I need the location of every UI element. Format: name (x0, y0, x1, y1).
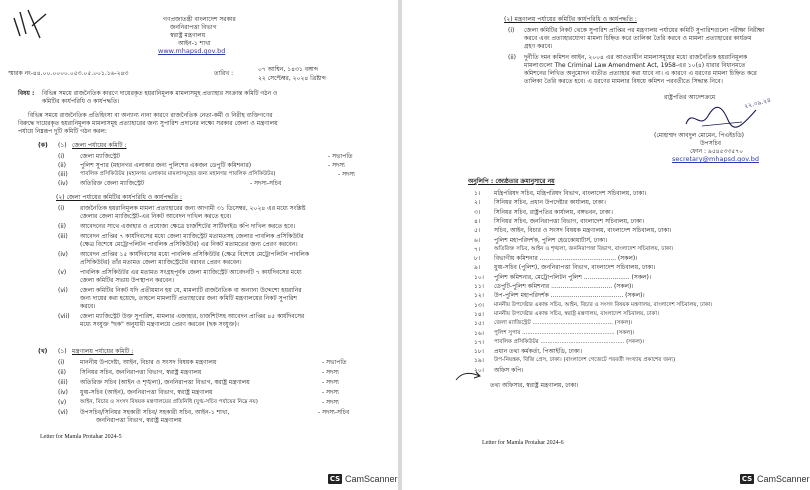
distribution-item-text: অফিস কপি। (494, 366, 524, 374)
camscanner-label: CamScanner (345, 474, 398, 484)
sec2-item-5-line-1: পাবলিক প্রসিকিউটর এর মতামত সংগ্রহপূর্বক জেলা ম্যাজিস্ট্রেট আবেদনটি ৭ কার্যদিবসের মধ্যে (80, 269, 302, 276)
right-item-2-line-1: দুর্নীতি দমন কমিশন আইন, ২০০৪ এর আওতাধীন মামলাসমূহের মধ্যে রাজনৈতিক হয়রানিমূলক (524, 54, 748, 61)
distribution-item-text: জেলা ম্যাজিস্ট্রেট .............................................. (সকল)। (494, 320, 633, 327)
right-item-2-line-2: মামলাগুলো The Criminal Law Amendment Act, 1958-এর ১০(৪) ধারার বিধানমতে (524, 62, 746, 69)
ministry-member-num-1: (i) (58, 359, 65, 366)
district-member-name-2: পুলিশ সুপার (মহানগর এলাকার জন্য পুলিশের একজন ডেপুটি কমিশনার) (80, 162, 252, 169)
sec2-item-num-3: (iii) (58, 233, 68, 240)
camscanner-label-right: CamScanner (757, 474, 810, 484)
ministry-member-num-5: (v) (58, 399, 67, 406)
right-item-1-line-3: গ্রহণ করবে। (524, 43, 553, 50)
district-member-role-3: - সদস্য (338, 171, 355, 178)
camscanner-logo-icon: CS (329, 475, 341, 483)
sec2-item-num-5: (v) (58, 269, 67, 276)
distribution-item-number: ৬। (474, 236, 481, 244)
right-item-num-1: (i) (508, 27, 515, 34)
right-item-1-line-2: করবে এবং প্রত্যাহারযোগ্য মামলা চিহ্নিত করে তালিকা তৈরি করবে ও মামলা প্রত্যাহারের কার্যক্রম (524, 35, 752, 42)
date-bangla: ০৭ আশ্বিন, ১৪৩১ বঙ্গাব্দ (258, 66, 319, 73)
sec2-item-5-line-2: জেলা কমিটির সভায় উপস্থাপন করবেন। (80, 277, 174, 284)
sec2-item-num-4: (iv) (58, 251, 68, 258)
header-branch: আইন-১ শাখা (178, 40, 211, 47)
sec2-item-7-line-2: মধ্যে সংযুক্ত "ছক" অনুযায়ী মন্ত্রণালয়ে প্রেরণ করবেন (ছক সংযুক্ত)। (80, 321, 239, 328)
sec2-item-6-line-3: করবে। (80, 303, 96, 310)
sec2-item-1-line-1: রাজনৈতিক হয়রানিমূলক মামলা প্রত্যাহারের জন্য আগামী ৩১ ডিসেম্বর, ২০২৪ এর মধ্যে সংশ্লিষ্ট (80, 205, 306, 212)
right-item-2-line-4: তালিকা তৈরি করতে হবে। এ ধরণের মামলার বিষয়ে কমিশন পরবর্তীতে সিদ্ধান্ত নিবে। (524, 78, 723, 85)
right-item-1-line-1: জেলা কমিটির নিকট থেকে সুপারিশ প্রাপ্তির পর মন্ত্রণালয় পর্যায়ের কমিটি সুপারিশগুলো পরীক্ষা নিরীক্ষা (524, 27, 765, 34)
ministry-member-role-4: - সদস্য (322, 389, 339, 396)
camscanner-logo-icon-right: CS (741, 475, 753, 483)
right-item-num-2: (ii) (508, 54, 517, 61)
sec2-item-3-line-2: (ক্ষেত্র বিশেষে মেট্রোপলিটন পাবলিক প্রসিকিউটর) এর নিকট মতামতের জন্য প্রেরণ করবেন। (80, 241, 298, 248)
ministry-member-name-4: যুগ্ম-সচিব (আইন), জননিরাপত্তা বিভাগ, স্বরাষ্ট্র মন্ত্রণালয় (80, 389, 213, 396)
district-member-num-3: (iii) (58, 171, 68, 178)
section-b-number: (খ) (38, 348, 48, 355)
distribution-item-text: ডেপুটি-পুলিশ কমিশনার ................................ (সকল)। (494, 283, 634, 290)
distribution-item-text: উপ-নিয়ন্ত্রক, বিজি প্রেস, ঢাকা। (বাংলাদেশ গেজেটে পরবর্তী সংখ্যায় প্রকাশের জন্য) (494, 357, 676, 364)
intro-line-1: বিভিন্ন সময়ে রাজনৈতিক প্রতিহিংসা বা অন্যান্য নানা কারণে রাজনৈতিক নেতা-কর্মী ও নিরীহ ব্যক্তিগণের (28, 112, 273, 119)
ministry-member-name-1: মাননীয় উপদেষ্টা, আইন, বিচার ও সংসদ বিষয়ক মন্ত্রণালয় (80, 359, 217, 366)
distribution-item-text: উপ-পুলিশ মহাপরিদর্শক ...................................... (সকল)। (494, 292, 645, 300)
ministry-member-role-1: - সভাপতি (322, 359, 347, 366)
ministry-member-name-2: সিনিয়র সচিব, জননিরাপত্তা বিভাগ, স্বরাষ্ট্র মন্ত্রণালয় (80, 369, 202, 376)
district-member-name-1: জেলা ম্যাজিস্ট্রেট (80, 153, 121, 160)
memo-number: স্মারক নং-৪৪.০০.০০০০.০৫৩.০৫.০০১.১৬-২৪৩ (8, 70, 129, 77)
header-division: জননিরাপত্তা বিভাগ (170, 24, 217, 31)
camscanner-watermark (328, 474, 398, 484)
distribution-item-number: ১২। (474, 292, 484, 300)
ministry-sec2-title: (২) মন্ত্রণালয় পর্যায়ের কমিটির কার্যপরিধি ও কার্যপদ্ধতি : (504, 16, 637, 23)
sec2-item-3-line-1: আবেদন প্রাপ্তির ৭ কার্যদিবসের মধ্যে জেলা ম্যাজিস্ট্রেট মতামতসহ জেলার পাবলিক প্রসিকিউটর (80, 233, 304, 240)
distribution-item-number: ১৫। (474, 320, 484, 328)
ministry-member-num-3: (iii) (58, 379, 68, 386)
distribution-item-text: যুগ্ম-সচিব (পুলিশ), জননিরাপত্তা বিভাগ, বাংলাদেশ সচিবালয়, ঢাকা। (494, 264, 656, 272)
ministry-member-role-6: - সদস্য-সচিব (318, 409, 350, 416)
right-footer: Letter for Mamla Protahar 2024-6 (482, 440, 564, 446)
distribution-item-text: সিনিয়র সচিব, রাষ্ট্রপতির কার্যালয়, বঙ্গভবন, ঢাকা। (494, 208, 613, 216)
section-a-title: জেলা পর্যায়ের কমিটি : (72, 142, 127, 149)
distribution-item-text: সিনিয়র সচিব, জননিরাপত্তা বিভাগ, বাংলাদেশ সচিবালয়, ঢাকা। (494, 217, 645, 225)
distribution-item-text: সচিব, আইন, বিচার ও সংসদ বিষয়ক মন্ত্রণালয়, বাংলাদেশ সচিবালয়, ঢাকা। (494, 227, 672, 235)
section-a2-title: (২) জেলা পর্যায়ের কমিটির কার্যপরিধি ও কার্যপদ্ধতি : (56, 194, 183, 201)
distribution-item-number: ৫। (474, 227, 481, 235)
signatory-title: উপসচিব (700, 140, 722, 147)
intro-line-2: বিরুদ্ধে দায়েরকৃত হয়রানিমূলক মামলাসমূহ প্রত্যাহারের জন্য সুপারিশ প্রদানের লক্ষ্যে সরকার জেলা ও মন্ত্রণালয় (18, 120, 278, 127)
distribution-item-number: ১৭। (474, 338, 484, 346)
district-member-role-4: - সদস্য-সচিব (250, 180, 282, 187)
extra-distribution-line: তথ্য অফিসার, স্বরাষ্ট্র মন্ত্রণালয়, ঢাকা। (490, 382, 579, 389)
section-a-number: (ক) (38, 142, 48, 149)
district-member-role-2: - সদস্য (328, 162, 345, 169)
distribution-item-number: ১৮। (474, 348, 484, 356)
sec2-item-1-line-2: জেলার জেলা ম্যাজিস্ট্রেট-এর নিকট আবেদন দাখিল করতে হবে। (80, 213, 232, 220)
distribution-item-text: মন্ত্রিপরিষদ সচিব, মন্ত্রিপরিষদ বিভাগ, বাংলাদেশ সচিবালয়, ঢাকা। (494, 190, 647, 197)
ministry-member-role-2: - সদস্য (322, 369, 339, 376)
distribution-item-number: ৮। (474, 255, 481, 263)
section-a-sub-number: (১) (58, 142, 67, 149)
left-footer: Letter for Mamla Protahar 2024-5 (40, 434, 122, 440)
distribution-item-number: ২০। (474, 366, 484, 374)
ministry-member-name-3: অতিরিক্ত সচিব (আইন ও শৃঙ্খলা), জননিরাপত্তা বিভাগ, স্বরাষ্ট্র মন্ত্রণালয় (80, 379, 250, 386)
ministry-member-num-2: (ii) (58, 369, 67, 376)
header-government: গণপ্রজাতন্ত্রী বাংলাদেশ সরকার (163, 16, 236, 23)
distribution-title: অনুলিপি : জ্যেষ্ঠতার ক্রমানুসারে নয় (468, 178, 555, 185)
distribution-item-text: মাননীয় উপদেষ্টার একান্ত সচিব, আইন, বিচার ও সংসদ বিষয়ক মন্ত্রণালয়, বাংলাদেশ সচিবালয়, ঢাকা। (494, 301, 713, 308)
distribution-item-text: অতিরিক্ত সচিব, আইন ও শৃঙ্খলা, জননিরাপত্তা বিভাগ, বাংলাদেশ সচিবালয়, ঢাকা। (494, 245, 674, 252)
right-item-2-line-3: কমিশনের লিখিত অনুমোদন ব্যতীত প্রত্যাহার করা যাবে না। এ কারণে এ ধরণের মামলা চিহ্নিত করে (524, 70, 757, 77)
distribution-item-number: ১১। (474, 283, 484, 290)
handwritten-arrow-mark (454, 368, 484, 388)
distribution-item-number: ৩। (474, 208, 481, 216)
sec2-item-num-2: (ii) (58, 223, 67, 230)
distribution-item-text: পুলিশ সুপার ..................................................... (সকল)। (494, 329, 635, 336)
subject-line-1: বিভিন্ন সময়ে রাজনৈতিক কারণে দায়েরকৃত হয়রানিমূলক মামলাসমূহ প্রত্যাহার সংক্রান্ত কমিটি গঠন ও (42, 90, 278, 97)
distribution-item-text: সিনিয়র সচিব, প্রধান উপদেষ্টার কার্যালয়, ঢাকা। (494, 199, 606, 207)
distribution-item-number: ১৯। (474, 357, 484, 365)
ministry-member-6-line-2: জননিরাপত্তা বিভাগ, স্বরাষ্ট্র মন্ত্রণালয় (96, 417, 182, 424)
distribution-item-text: পুলিশ মহাপরিদর্শক, পুলিশ হেডকোয়ার্টার্স, ঢাকা। (494, 236, 608, 244)
ministry-member-num-4: (iv) (58, 389, 68, 396)
distribution-item-number: ১। (474, 190, 481, 197)
district-member-num-1: (i) (58, 153, 65, 160)
left-page (0, 0, 398, 490)
sec2-item-2-line-1: আবেদনের সাথে এজাহার ও প্রযোজ্য ক্ষেত্রে চার্জশিটের সার্টিফাইড কপি দাখিল করতে হবে। (80, 223, 296, 230)
subject-label: বিষয় : (18, 90, 35, 97)
signatory-email-link[interactable]: secretary@mhapsd.gov.bd (672, 155, 759, 163)
distribution-item-text: পাবলিক প্রসিকিউটর ................................................ (সকল)। (494, 338, 644, 345)
date-english: ২২ সেপ্টেম্বর, ২০২৪ খ্রিষ্টাব্দ (258, 75, 326, 82)
ministry-member-name-5: আইন, বিচার ও সংসদ বিষয়ক মন্ত্রণালয়ের প্রতিনিধি (যুগ্ম-সচিব পর্যায়ের নিম্নে নয়) (80, 399, 258, 405)
district-member-num-4: (iv) (58, 180, 68, 187)
sec2-item-7-line-1: জেলা ম্যাজিস্ট্রেট উক্ত সুপারিশ, মামলার এজাহার, চার্জশিটসহ আবেদন প্রাপ্তির ৪৫ কার্যদিবসের (80, 313, 305, 320)
sec2-item-4-line-2: প্রসিকিউটর) তাঁর মতামত জেলা ম্যাজিস্ট্রেটের বরাবর প্রেরণ করবেন। (80, 259, 242, 266)
sec2-item-num-1: (i) (58, 205, 65, 212)
subject-line-2: কমিটির কার্যপরিধি ও কার্যপদ্ধতি। (42, 98, 120, 105)
ministry-member-role-3: - সদস্য (322, 379, 339, 386)
district-member-name-3: পাবলিক প্রসিকিউটর (মহানগর এলাকার মামলাসমূহের জন্য মহানগর পাবলিক প্রসিকিউটর) (80, 171, 276, 177)
signatory-name: (মোহাম্মদ আবদুল মোমেন, পিএইচডি) (654, 132, 744, 139)
ministry-member-num-6: (vi) (58, 409, 68, 416)
distribution-item-text: পুলিশ কমিশনার, মেট্রোপলিটন পুলিশ ........................ (সকল)। (494, 273, 651, 281)
sec2-item-6-line-2: জন্য দায়ের করা হয়েছে, তাহলে মামলাটি প্রত্যাহারের জন্য কমিটি মন্ত্রণালয়ের নিকট সুপারিশ (80, 295, 297, 302)
signatory-phone: ফোন : ৯৫৪৫৩৩৫৭০ (690, 148, 744, 155)
header-website-link[interactable]: www.mhapsd.gov.bd (158, 47, 226, 55)
right-page (402, 0, 810, 490)
section-b-sub-number: (১) (58, 348, 67, 355)
header-ministry: স্বরাষ্ট্র মন্ত্রণালয় (170, 32, 206, 39)
sec2-item-4-line-1: আবেদন প্রাপ্তির ১৫ কার্যদিবসের মধ্যে পাবলিক প্রসিকিউটর (ক্ষেত্র বিশেষে মেট্রোপলিটন পাবলিক (80, 251, 310, 258)
distribution-item-number: ৪। (474, 217, 481, 225)
ministry-member-role-5: - সদস্য (322, 399, 339, 406)
district-member-role-1: - সভাপতি (328, 153, 353, 160)
distribution-item-number: ২। (474, 199, 481, 207)
sec2-item-6-line-1: জেলা কমিটির নিকট যদি প্রতীয়মান হয় যে, মামলাটি রাজনৈতিক বা অন্যান্য উদ্দেশ্যে হয়রানির (80, 287, 302, 294)
distribution-item-text: মাননীয় উপদেষ্টার একান্ত সচিব, স্বরাষ্ট্র মন্ত্রণালয়, বাংলাদেশ সচিবালয়, ঢাকা। (494, 310, 659, 317)
distribution-item-number: ১৪। (474, 310, 484, 318)
sec2-item-num-7: (vii) (58, 313, 70, 320)
distribution-item-text: প্রধান তথ্য কর্মকর্তা, পিআইডি, ঢাকা। (494, 348, 582, 356)
distribution-item-number: ১৬। (474, 329, 484, 337)
date-label: তারিখ : (214, 70, 234, 77)
signature-date: ২২.০৯.২৪ (743, 96, 772, 111)
distribution-item-number: ৯। (474, 264, 481, 272)
section-b-title: মন্ত্রণালয় পর্যায়ের কমিটি : (72, 348, 134, 355)
district-member-name-4: অতিরিক্ত জেলা ম্যাজিস্ট্রেট (80, 180, 145, 187)
intro-line-3: পর্যায়ে নিম্নরূপ দুটি কমিটি গঠন করল: (18, 128, 107, 135)
signature-order-text: রাষ্ট্রপতির আদেশক্রমে (664, 94, 716, 101)
camscanner-watermark-right (740, 474, 810, 484)
sec2-item-num-6: (vi) (58, 287, 68, 294)
handwritten-scribble-mark (10, 4, 52, 48)
distribution-item-text: বিভাগীয় কমিশনার ........................................ (সকল)। (494, 255, 638, 263)
distribution-item-number: ১০। (474, 273, 484, 281)
district-member-num-2: (ii) (58, 162, 67, 169)
ministry-member-name-6: উপসচিব/সিনিয়র সহকারী সচিব/ সহকারী সচিব, আইন-১ শাখা, (80, 409, 230, 416)
distribution-item-number: ৭। (474, 245, 481, 253)
distribution-item-number: ১৩। (474, 301, 484, 309)
